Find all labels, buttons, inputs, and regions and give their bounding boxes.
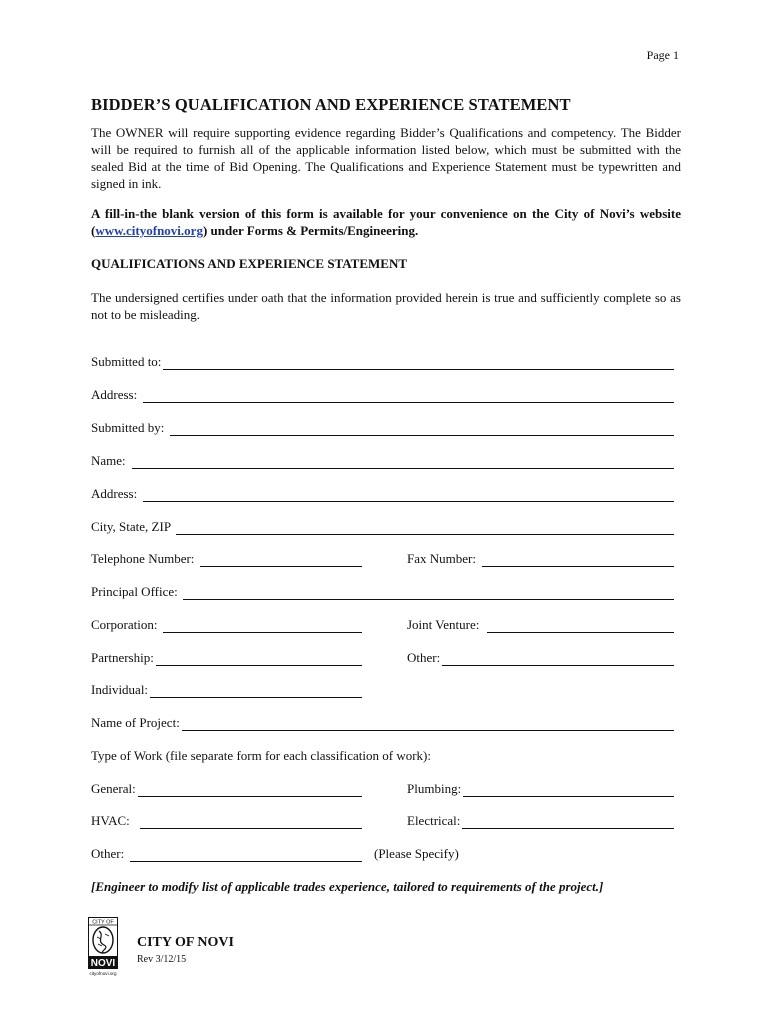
type-of-work-row bbox=[91, 746, 674, 764]
logo-url-text: cityofnovi.org bbox=[89, 971, 117, 976]
fax-field[interactable] bbox=[482, 552, 674, 567]
individual-row bbox=[91, 680, 362, 698]
general-field[interactable] bbox=[138, 782, 362, 797]
address-row bbox=[91, 385, 674, 403]
name-of-project-label: Name of Project: bbox=[91, 715, 180, 730]
fax-label: Fax Number: bbox=[407, 551, 476, 566]
electrical-field[interactable] bbox=[462, 814, 674, 829]
other-work-row bbox=[91, 844, 362, 862]
plumbing-label: Plumbing: bbox=[407, 781, 462, 796]
general-label: General: bbox=[91, 781, 136, 796]
telephone-row bbox=[91, 549, 362, 567]
joint-venture-row bbox=[407, 615, 674, 633]
name-field[interactable] bbox=[132, 454, 674, 469]
general-row bbox=[91, 779, 362, 797]
telephone-field[interactable] bbox=[200, 552, 362, 567]
other-label: Other: bbox=[407, 650, 441, 665]
address-row-2 bbox=[91, 484, 674, 502]
partnership-label: Partnership: bbox=[91, 650, 154, 665]
name-of-project-field[interactable] bbox=[182, 716, 674, 731]
city-state-zip-row bbox=[91, 517, 674, 535]
principal-office-label: Principal Office: bbox=[91, 584, 178, 599]
fillin-text-before: A fill-in-the blank version of this form is available for your convenience on the City of Novi’s website ( bbox=[91, 206, 681, 238]
partnership-field[interactable] bbox=[156, 651, 362, 666]
hvac-field[interactable] bbox=[140, 814, 362, 829]
name-row bbox=[91, 451, 674, 469]
plumbing-field[interactable] bbox=[463, 782, 674, 797]
submitted-by-label: Submitted by: bbox=[91, 420, 165, 435]
fillin-notice bbox=[91, 205, 681, 239]
address-label-2: Address: bbox=[91, 486, 138, 501]
city-state-zip-label: City, State, ZIP bbox=[91, 519, 172, 534]
hvac-row bbox=[91, 811, 362, 829]
other-row bbox=[407, 648, 674, 666]
city-name: CITY OF NOVI bbox=[137, 935, 234, 950]
submitted-by-row bbox=[91, 418, 674, 436]
other-work-label: Other: bbox=[91, 846, 125, 861]
address-label: Address: bbox=[91, 387, 138, 402]
principal-office-row bbox=[91, 582, 674, 600]
logo-bottom-text: NOVI bbox=[90, 958, 116, 969]
plumbing-row bbox=[407, 779, 674, 797]
telephone-label: Telephone Number: bbox=[91, 551, 195, 566]
page-number: Page 1 bbox=[646, 48, 679, 62]
intro-paragraph: The OWNER will require supporting evidence regarding Bidder’s Qualifications and competency. The Bidder will be required to furnish all of the applicable information listed below, which must be submitted with the sealed Bid at the time of Bid Opening. The Qualifications and Experience Statement must be typewritten and signed in ink. bbox=[91, 125, 681, 191]
submitted-to-row bbox=[91, 352, 674, 370]
electrical-label: Electrical: bbox=[407, 813, 461, 828]
please-specify-label: (Please Specify) bbox=[374, 846, 459, 861]
submitted-by-field[interactable] bbox=[170, 421, 674, 436]
certification-paragraph: The undersigned certifies under oath that the information provided herein is true and sufficiently complete so as not to be misleading. bbox=[91, 290, 681, 322]
section-heading: QUALIFICATIONS AND EXPERIENCE STATEMENT bbox=[91, 256, 408, 271]
fax-row bbox=[407, 549, 674, 567]
name-label: Name: bbox=[91, 453, 126, 468]
website-link[interactable]: www.cityofnovi.org bbox=[95, 223, 203, 238]
logo-top-text: CITY OF bbox=[92, 919, 114, 926]
corporation-row bbox=[91, 615, 362, 633]
joint-venture-field[interactable] bbox=[487, 618, 674, 633]
principal-office-field[interactable] bbox=[183, 585, 674, 600]
partnership-row bbox=[91, 648, 362, 666]
joint-venture-label: Joint Venture: bbox=[407, 617, 480, 632]
submitted-to-label: Submitted to: bbox=[91, 354, 162, 369]
submitted-to-field[interactable] bbox=[163, 355, 674, 370]
type-of-work-label: Type of Work (file separate form for each classification of work): bbox=[91, 748, 431, 763]
corporation-label: Corporation: bbox=[91, 617, 158, 632]
engineer-note: [Engineer to modify list of applicable trades experience, tailored to requirements of the project.] bbox=[91, 879, 604, 894]
fillin-text-after: ) under Forms & Permits/Engineering. bbox=[202, 223, 419, 238]
electrical-row bbox=[407, 811, 674, 829]
address-field[interactable] bbox=[143, 388, 674, 403]
please-specify-row bbox=[374, 844, 459, 862]
name-of-project-row bbox=[91, 713, 674, 731]
city-state-zip-field[interactable] bbox=[176, 520, 674, 535]
page-title: BIDDER’S QUALIFICATION AND EXPERIENCE STATEMENT bbox=[91, 95, 571, 114]
corporation-field[interactable] bbox=[163, 618, 362, 633]
hvac-label: HVAC: bbox=[91, 813, 130, 828]
other-field[interactable] bbox=[442, 651, 674, 666]
revision-date: Rev 3/12/15 bbox=[137, 954, 187, 965]
address-field-2[interactable] bbox=[143, 487, 674, 502]
individual-field[interactable] bbox=[150, 683, 362, 698]
other-work-field[interactable] bbox=[130, 847, 362, 862]
individual-label: Individual: bbox=[91, 682, 149, 697]
city-of-novi-logo bbox=[88, 917, 118, 977]
